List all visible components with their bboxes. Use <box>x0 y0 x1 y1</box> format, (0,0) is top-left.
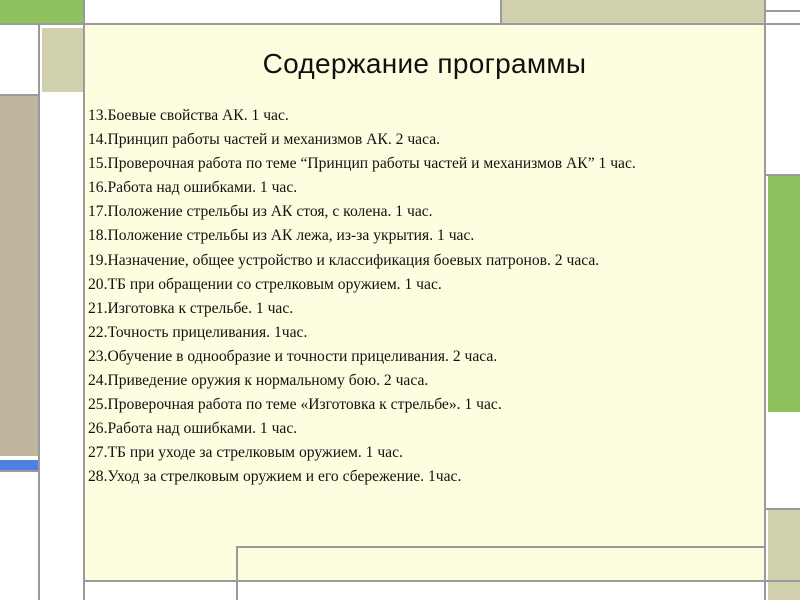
grid-line <box>83 0 85 600</box>
grid-line <box>764 174 800 176</box>
list-item: 19.Назначение, общее устройство и классификация боевых патронов. 2 часа. <box>88 251 600 269</box>
grid-line <box>85 580 800 582</box>
list-item: 13.Боевые свойства АК. 1 час. <box>88 107 289 124</box>
olive-bottom-right-block <box>768 510 800 600</box>
grid-line <box>764 0 766 600</box>
green-right-block <box>768 176 800 412</box>
list-item: 15.Проверочная работа по теме “Принцип работы частей и механизмов АК” 1 час. <box>88 155 636 173</box>
list-item: 18.Положение стрельбы из АК лежа, из-за укрытия. 1 час. <box>88 227 475 245</box>
blue-left-stripe <box>0 460 38 470</box>
grid-line <box>38 23 40 600</box>
list-item: 21.Изготовка к стрельбе. 1 час. <box>88 299 294 317</box>
olive-top-left-block <box>42 28 83 92</box>
green-top-block <box>0 0 83 23</box>
grid-line <box>764 10 800 12</box>
program-list <box>88 104 728 490</box>
slide-title: Содержание программы <box>262 48 587 79</box>
list-item: 22.Точность прицеливания. 1час. <box>88 323 308 341</box>
list-item: 25.Проверочная работа по теме «Изготовка к стрельбе». 1 час. <box>88 396 502 414</box>
grid-line <box>236 546 764 548</box>
grid-line <box>0 470 40 472</box>
grid-line <box>764 508 800 510</box>
list-item: 24.Приведение оружия к нормальному бою. 2 часа. <box>88 372 429 390</box>
list-item: 14.Принцип работы частей и механизмов АК. 2 часа. <box>88 131 441 149</box>
list-item: 26.Работа над ошибками. 1 час. <box>88 420 298 438</box>
grid-line <box>500 0 502 23</box>
grid-line <box>236 546 238 600</box>
olive-top-right-block <box>502 0 764 23</box>
list-item: 16.Работа над ошибками. 1 час. <box>88 179 298 197</box>
list-item: 17.Положение стрельбы из АК стоя, с колена. 1 час. <box>88 203 433 221</box>
list-item: 28.Уход за стрелковым оружием и его сбережение. 1час. <box>88 468 462 486</box>
list-item: 20.ТБ при обращении со стрелковым оружием. 1 час. <box>88 275 442 293</box>
tan-left-block <box>0 96 38 456</box>
list-item: 27.ТБ при уходе за стрелковым оружием. 1 час. <box>88 444 403 462</box>
grid-line <box>0 94 40 96</box>
list-item: 23.Обучение в однообразие и точности прицеливания. 2 часа. <box>88 347 498 365</box>
grid-line <box>0 23 800 25</box>
